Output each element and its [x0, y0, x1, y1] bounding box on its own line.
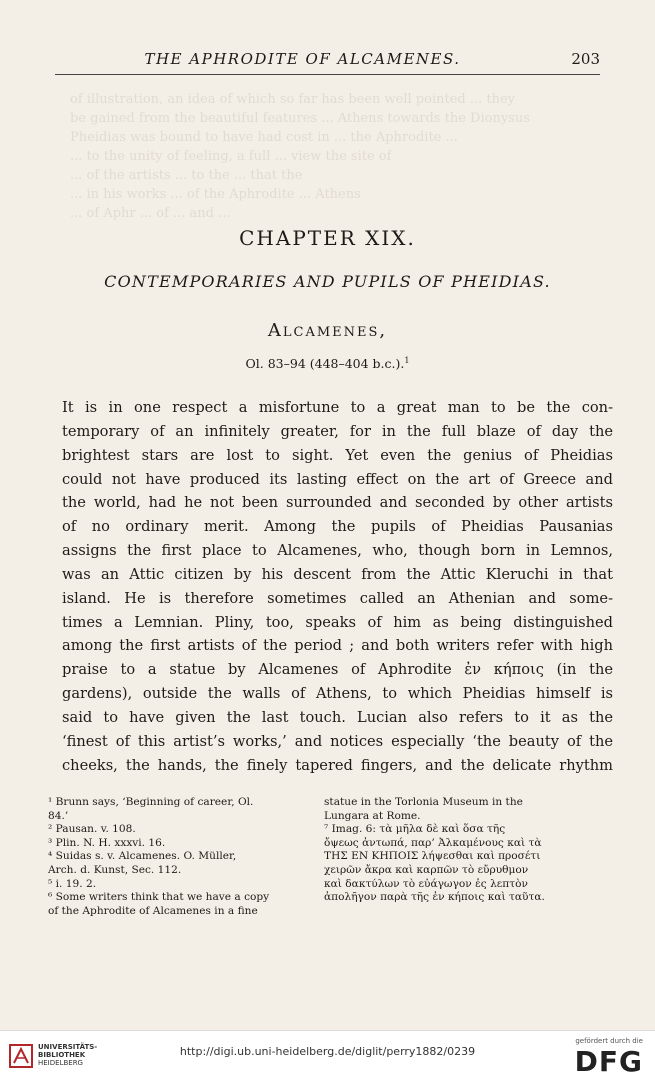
footnote-line: ΤΗΣ ΕΝ ΚΗΠΟΙΣ λήψεσθαι καὶ προσέτι [324, 850, 541, 863]
body-line: praise to a statue by Alcamenes of Aphrodite ἐν κήποις (in the [62, 661, 613, 679]
footnote-line: 84.’ [48, 809, 69, 822]
body-line: cheeks, the hands, the finely tapered fingers, and the delicate rhythm [62, 756, 613, 774]
body-line: brightest stars are lost to sight. Yet even the genius of Pheidias [62, 446, 613, 464]
body-line: ‘finest of this artist’s works,’ and notices especially ‘the beauty of the [62, 732, 613, 750]
body-text [62, 396, 613, 778]
footnote-line: ⁴ Suidas s. v. Alcamenes. O. Müller, [48, 850, 237, 863]
running-header [55, 50, 600, 78]
footnote-line: ² Pausan. v. 108. [48, 823, 136, 836]
body-line: temporary of an infinitely greater, for in the full blaze of day the [62, 422, 613, 440]
body-line: among the first artists of the period ; and both writers refer with high [62, 637, 613, 655]
library-name: UNIVERSITÄTS- BIBLIOTHEK HEIDELBERG [38, 1043, 98, 1067]
footnote-line: καὶ δακτύλων τὸ εὐάγωγον ἐς λεπτὸν [324, 877, 528, 890]
footnote-line: ⁷ Imag. 6: τὰ μῆλα δὲ καὶ ὅσα τῆς [324, 823, 506, 836]
body-line: the world, had he not been surrounded and seconded by other artists [62, 494, 613, 512]
footnote-line: ἀπολῆγον παρὰ τῆς ἐν κήποις καὶ ταῦτα. [324, 891, 545, 904]
body-line: was an Attic citizen by his descent from the Attic Kleruchi in that [62, 565, 613, 583]
footnote-line: ³ Plin. N. H. xxxvi. 16. [48, 836, 166, 849]
footnote-line: of the Aphrodite of Alcamenes in a fine [48, 904, 258, 917]
section-dates: Ol. 83–94 (448–404 b.c.).$^1$ [245, 355, 410, 371]
header-rule [55, 74, 600, 75]
dfg-logo: DFG [574, 1045, 643, 1078]
bleed-through-text: of illustration, an idea of which so far has been well pointed ... they be gained from the beautiful features ... Athens towards the Dionysus Pheidias was bound to have had cost in ... the Aphrodite ... ... to the unity of feeling, a full ... view the site of ... of the artists ... to the ... that the ... in his works ... of the Aphrodite ... Athens ... of Aphr ... of ... and ... [70, 92, 530, 221]
body-line: said to have given the last touch. Lucian also refers to it as the [62, 708, 613, 726]
footnote-line: χειρῶν ἄκρα καὶ καρπῶν τὸ εὔρυθμον [324, 863, 529, 876]
section-heading: Alcamenes, [267, 320, 388, 341]
page-number: 203 [571, 50, 600, 68]
chapter-heading: CHAPTER XIX. [239, 226, 416, 250]
body-line: gardens), outside the walls of Athens, to which Pheidias himself is [62, 685, 613, 703]
footnote-line: statue in the Torlonia Museum in the [324, 796, 523, 808]
footnotes-left-column [48, 796, 310, 918]
footnote-line: ¹ Brunn says, ‘Beginning of career, Ol. [48, 796, 254, 808]
footnote-line: ⁵ i. 19. 2. [48, 877, 97, 890]
viewer-footer [0, 1030, 655, 1081]
body-line: of no ordinary merit. Among the pupils of Pheidias Pausanias [62, 518, 613, 536]
body-line: times a Lemnian. Pliny, too, speaks of him as being distinguished [62, 613, 613, 631]
footnote-line: ὄψεως ἀντωπά, παρ’ Ἀλκαμένους καὶ τὰ [324, 836, 542, 849]
footnotes-right-column [324, 796, 590, 905]
body-line: assigns the first place to Alcamenes, who, though born in Lemnos, [62, 542, 613, 560]
body-line: island. He is therefore sometimes called an Athenian and some- [62, 589, 613, 607]
running-title: THE APHRODITE OF ALCAMENES. [144, 50, 461, 68]
body-line: could not have produced its lasting effect on the art of Greece and [62, 470, 613, 488]
funding-note: gefördert durch die [575, 1037, 643, 1045]
chapter-subtitle: CONTEMPORARIES AND PUPILS OF PHEIDIAS. [104, 272, 551, 291]
footnote-line: ⁶ Some writers think that we have a copy [48, 891, 270, 904]
permalink-url[interactable]: http://digi.ub.uni-heidelberg.de/diglit/perry1882/0239 [179, 1045, 476, 1058]
footnote-line: Lungara at Rome. [324, 809, 421, 822]
footnote-line: Arch. d. Kunst, Sec. 112. [48, 863, 182, 876]
body-line: It is in one respect a misfortune to a great man to be the con- [62, 399, 613, 416]
